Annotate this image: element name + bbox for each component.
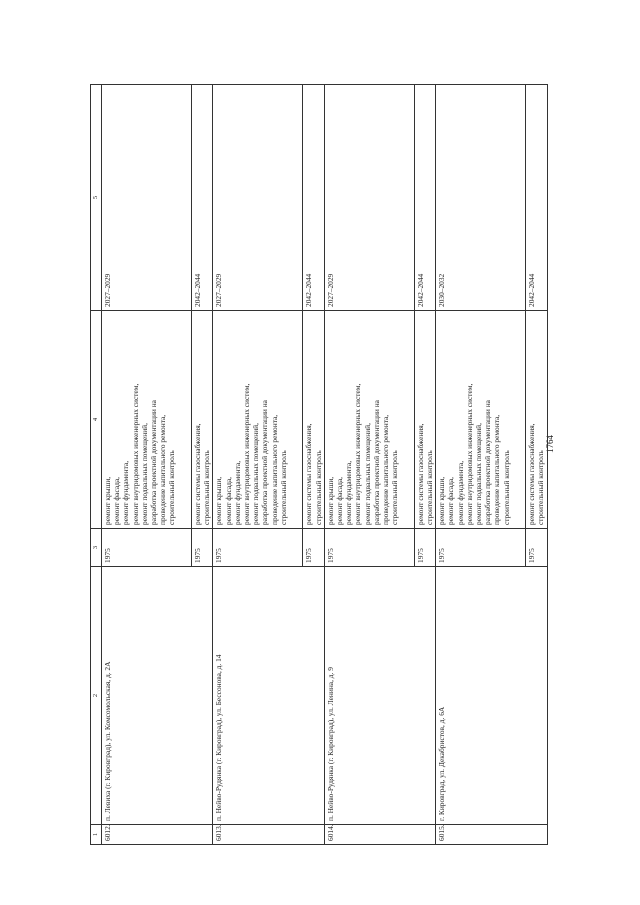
row-number-cell: 6015. xyxy=(436,825,547,845)
work-item: ремонт внутридомовых инженерных систем, xyxy=(464,383,474,525)
work-item: ремонт фундамента, xyxy=(344,460,354,525)
work-item: проведение капитального ремонта, xyxy=(492,414,502,525)
row-number-cell: 6014. xyxy=(324,825,435,845)
table-row xyxy=(213,85,303,845)
work-item: ремонт внутридомовых инженерных систем, xyxy=(353,383,363,525)
works-cell xyxy=(303,311,324,529)
rotated-table-wrapper xyxy=(90,85,600,845)
work-item: ремонт фундамента, xyxy=(121,460,131,525)
work-item: проведение капитального ремонта, xyxy=(158,414,168,525)
works-cell xyxy=(102,311,192,529)
year-cell: 1975 xyxy=(192,529,213,567)
works-cell xyxy=(324,311,414,529)
period-cell: 2027–2029 xyxy=(213,85,303,311)
address-cell: п. Нейво-Рудянка (г. Кировград), ул. Бессонова, д. 14 xyxy=(213,567,324,825)
work-item: строительный контроль xyxy=(501,450,511,525)
work-item: строительный контроль xyxy=(167,450,177,525)
work-item: ремонт фасада, xyxy=(446,477,456,525)
works-cell xyxy=(414,311,435,529)
work-item: строительный контроль xyxy=(390,450,400,525)
row-number-cell: 6013. xyxy=(213,825,324,845)
table-row xyxy=(102,85,192,845)
work-item: ремонт системы газоснабжения, xyxy=(193,423,202,525)
row-number-cell: 6012. xyxy=(102,825,213,845)
work-item: проведение капитального ремонта, xyxy=(381,414,391,525)
repair-schedule-table xyxy=(90,84,548,845)
work-item: ремонт подвальных помещений, xyxy=(139,423,149,525)
work-item: ремонт системы газоснабжения, xyxy=(527,423,537,525)
work-item: разработка проектной документации на xyxy=(149,400,159,525)
work-item: ремонт крыши, xyxy=(214,476,224,525)
header-cell: 4 xyxy=(91,311,102,529)
year-cell: 1975 xyxy=(213,529,303,567)
year-cell: 1975 xyxy=(436,529,526,567)
work-item: ремонт фасада, xyxy=(112,477,122,525)
work-item: ремонт подвальных помещений, xyxy=(251,423,261,525)
works-cell xyxy=(436,311,526,529)
address-cell: п. Левиха (г. Кировград), ул. Комсомольская, д. 2А xyxy=(102,567,213,825)
year-cell: 1975 xyxy=(526,529,547,567)
address-cell: п. Нейво-Рудянка (г. Кировград), ул. Ленина, д. 9 xyxy=(324,567,435,825)
work-item: строительный контроль xyxy=(278,450,288,525)
work-item: ремонт фундамента, xyxy=(232,460,242,525)
work-item: ремонт крыши, xyxy=(103,476,112,525)
work-item: ремонт фасада, xyxy=(335,477,345,525)
work-item: строительный контроль xyxy=(425,450,435,525)
header-cell: 2 xyxy=(91,567,102,825)
header-cell: 3 xyxy=(91,529,102,567)
header-cell: 1 xyxy=(91,825,102,845)
work-item: ремонт крыши, xyxy=(437,476,447,525)
year-cell: 1975 xyxy=(303,529,324,567)
works-cell xyxy=(213,311,303,529)
work-item: разработка проектной документации на xyxy=(260,400,270,525)
header-row xyxy=(91,85,102,845)
work-item: ремонт внутридомовых инженерных систем, xyxy=(130,383,140,525)
work-item: строительный контроль xyxy=(202,450,212,525)
works-cell xyxy=(526,311,547,529)
work-item: разработка проектной документации на xyxy=(371,400,381,525)
table-row xyxy=(324,85,414,845)
period-cell: 2027–2029 xyxy=(102,85,192,311)
year-cell: 1975 xyxy=(324,529,414,567)
address-cell: г. Кировград, ул. Декабристов, д. 6А xyxy=(436,567,547,825)
work-item: ремонт крыши, xyxy=(325,476,335,525)
work-item: ремонт системы газоснабжения, xyxy=(415,423,425,525)
work-item: ремонт системы газоснабжения, xyxy=(304,423,314,525)
page-number: 1764 xyxy=(545,435,555,453)
work-item: ремонт внутридомовых инженерных систем, xyxy=(242,383,252,525)
period-cell: 2042–2044 xyxy=(526,85,547,311)
period-cell: 2042–2044 xyxy=(414,85,435,311)
work-item: строительный контроль xyxy=(536,450,546,525)
period-cell: 2042–2044 xyxy=(303,85,324,311)
work-item: ремонт подвальных помещений, xyxy=(362,423,372,525)
header-cell: 5 xyxy=(91,85,102,311)
work-item: ремонт фасада, xyxy=(223,477,233,525)
work-item: ремонт подвальных помещений, xyxy=(474,423,484,525)
table-row xyxy=(436,85,526,845)
period-cell: 2027–2029 xyxy=(324,85,414,311)
works-cell xyxy=(192,311,213,529)
work-item: разработка проектной документации на xyxy=(483,400,493,525)
period-cell: 2042–2044 xyxy=(192,85,213,311)
work-item: ремонт фундамента, xyxy=(455,460,465,525)
year-cell: 1975 xyxy=(414,529,435,567)
work-item: проведение капитального ремонта, xyxy=(269,414,279,525)
period-cell: 2030–2032 xyxy=(436,85,526,311)
work-item: строительный контроль xyxy=(313,450,323,525)
year-cell: 1975 xyxy=(102,529,192,567)
